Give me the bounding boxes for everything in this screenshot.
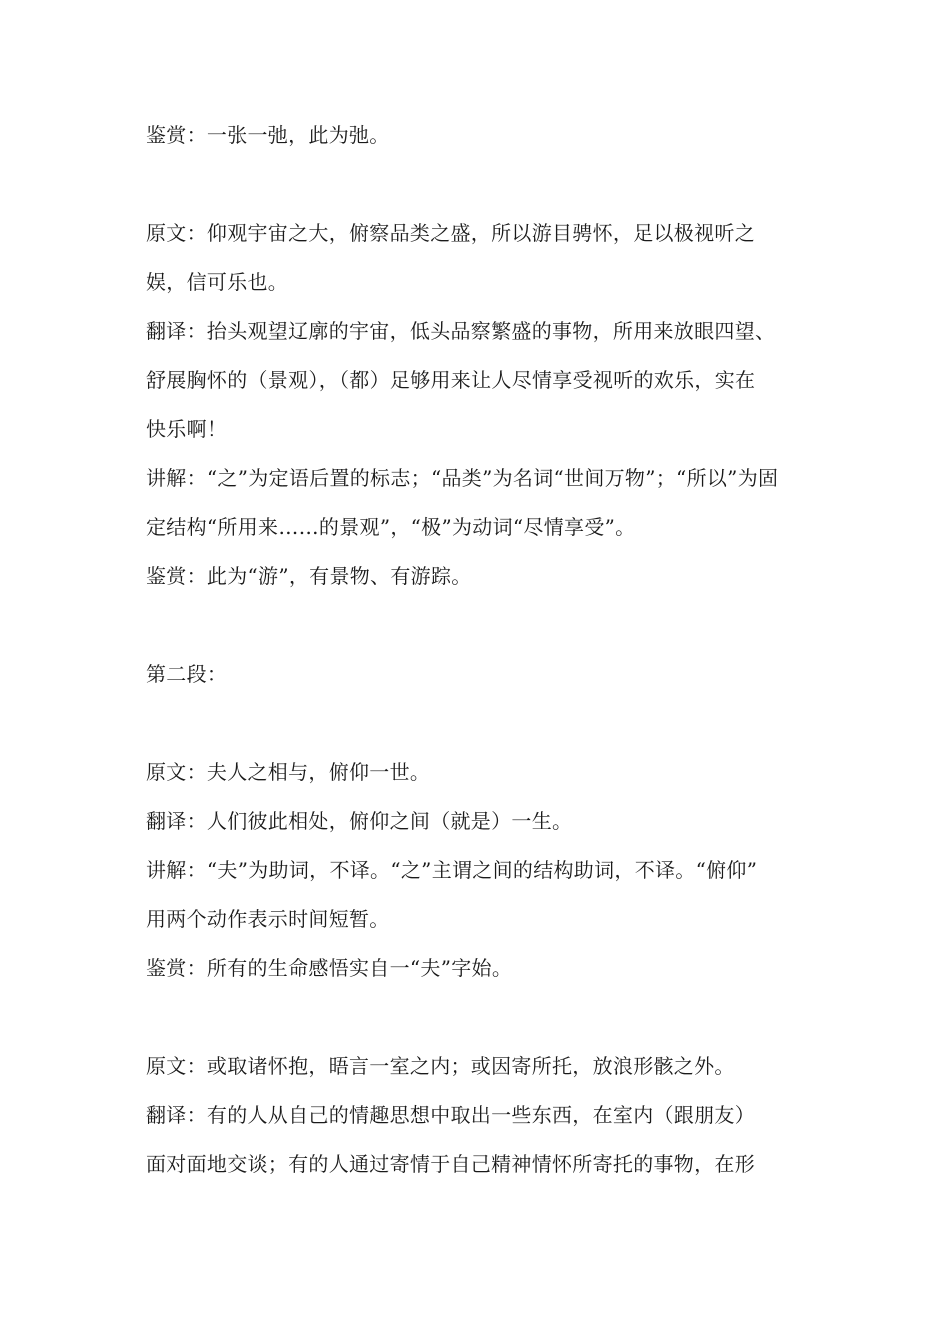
text-line: 鉴赏：此为“游”，有景物、有游踪。 <box>146 564 472 588</box>
text-line: 定结构“所用来……的景观”，“极”为动词“尽情享受”。 <box>146 515 636 539</box>
paragraph-gap <box>146 993 810 1042</box>
text-line: 鉴赏：所有的生命感悟实自一“夫”字始。 <box>146 956 513 980</box>
text-line: 讲解：“夫”为助词，不译。“之”主谓之间的结构助词，不译。“俯仰” <box>146 858 758 882</box>
paragraph-gap <box>146 160 810 209</box>
text-line: 鉴赏：一张一弛，此为弛。 <box>146 123 390 147</box>
text-line: 用两个动作表示时间短暂。 <box>146 907 390 931</box>
text-line: 原文：仰观宇宙之大，俯察品类之盛，所以游目骋怀，足以极视听之 <box>146 221 755 245</box>
text-line: 原文：夫人之相与，俯仰一世。 <box>146 760 431 784</box>
text-line: 讲解：“之”为定语后置的标志；“品类”为名词“世间万物”；“所以”为固 <box>146 466 779 490</box>
text-line: 翻译：抬头观望辽廓的宇宙，低头品察繁盛的事物，所用来放眼四望、 <box>146 319 776 343</box>
text-line: 舒展胸怀的（景观），（都）足够用来让人尽情享受视听的欢乐，实在 <box>146 368 756 392</box>
section-heading: 第二段： <box>146 662 228 686</box>
text-line: 快乐啊！ <box>146 417 228 441</box>
document-body <box>146 111 810 1189</box>
text-line: 娱，信可乐也。 <box>146 270 289 294</box>
paragraph-gap <box>146 699 810 748</box>
text-line: 翻译：人们彼此相处，俯仰之间（就是）一生。 <box>146 809 573 833</box>
text-line: 原文：或取诸怀抱，晤言一室之内；或因寄所托，放浪形骸之外。 <box>146 1054 735 1078</box>
text-line: 面对面地交谈；有的人通过寄情于自己精神情怀所寄托的事物，在形 <box>146 1152 755 1176</box>
paragraph-gap <box>146 601 810 650</box>
text-line: 翻译：有的人从自己的情趣思想中取出一些东西，在室内（跟朋友） <box>146 1103 755 1127</box>
